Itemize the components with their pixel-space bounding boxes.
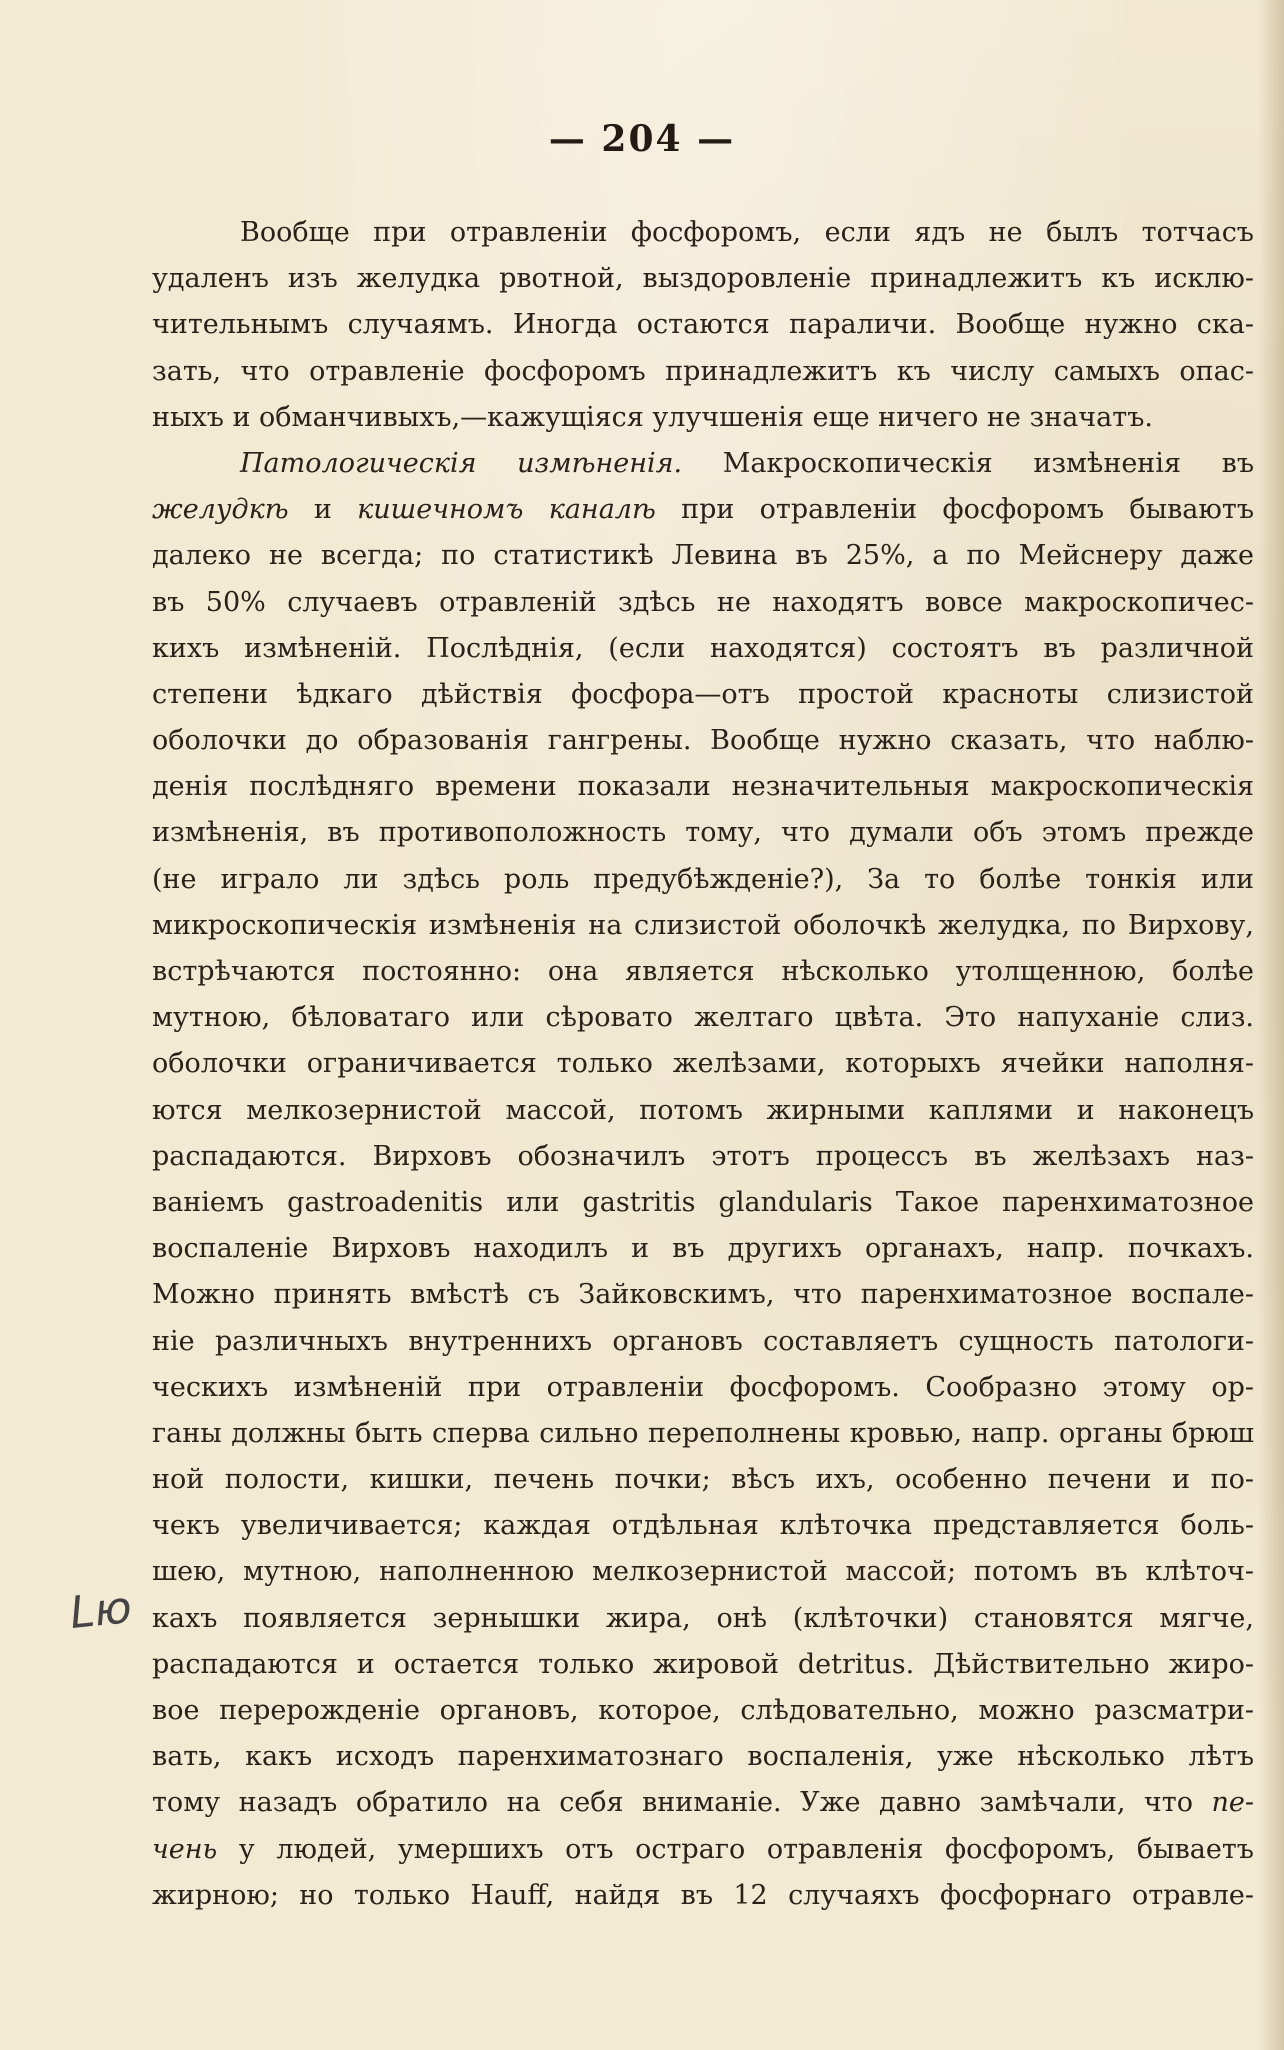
text-run: ніе различныхъ внутреннихъ органовъ составляетъ сущность патологи- (152, 1325, 1254, 1357)
italic-text: Патологическія измѣненія. (240, 447, 683, 479)
text-run: измѣненія, въ противоположность тому, что думали объ этомъ прежде (152, 817, 1254, 849)
text-line (152, 1642, 1254, 1688)
text-run: ваніемъ gastroadenitis или gastritis glandularis Такое паренхиматозное (152, 1186, 1254, 1218)
text-run: у людей, умершихъ отъ остраго отравленія фосфоромъ, бываетъ (217, 1833, 1254, 1865)
text-run: удаленъ изъ желудка рвотной, выздоровленіе принадлежитъ къ исклю- (152, 263, 1254, 295)
italic-text: пе- (1211, 1787, 1254, 1819)
text-line (152, 718, 1254, 764)
text-run: воспаленіе Вирховъ находилъ и въ другихъ органахъ, напр. почкахъ. (152, 1233, 1254, 1265)
text-line (152, 1596, 1254, 1642)
text-line (152, 1780, 1254, 1826)
text-run: Можно принять вмѣстѣ съ Зайковскимъ, что паренхиматозное воспале- (152, 1279, 1254, 1311)
text-line (152, 810, 1254, 856)
text-run: кахъ появляется зернышки жира, онѣ (клѣточки) становятся мягче, (152, 1602, 1254, 1634)
text-run: (не играло ли здѣсь роль предубѣжденіе?), За то болѣе тонкія или (152, 863, 1254, 895)
text-line (152, 1734, 1254, 1780)
text-run: кихъ измѣненій. Послѣднія, (если находятся) состоятъ въ различной (152, 632, 1254, 664)
text-run: въ 50% случаевъ отравленій здѣсь не находятъ вовсе макроскопичес- (152, 586, 1254, 618)
text-run: и (288, 494, 358, 526)
text-line (152, 487, 1254, 533)
text-run: ются мелкозернистой массой, потомъ жирными каплями и наконецъ (152, 1094, 1254, 1126)
text-line (152, 949, 1254, 995)
text-run: Макроскопическія измѣненія въ (682, 447, 1254, 479)
text-line (152, 395, 1254, 441)
text-line (152, 764, 1254, 810)
page-number: — 204 — (548, 118, 736, 160)
text-run: чительнымъ случаямъ. Иногда остаются параличи. Вообще нужно ска- (152, 309, 1254, 341)
text-run: ганы должны быть сперва сильно переполнены кровью, напр. органы брюш (152, 1417, 1254, 1449)
text-line (152, 672, 1254, 718)
italic-text: кишечномъ каналѣ (357, 494, 656, 526)
text-line (152, 580, 1254, 626)
text-line (152, 1226, 1254, 1272)
text-run: оболочки ограничивается только желѣзами, которыхъ ячейки наполня- (152, 1048, 1254, 1080)
text-run: денія послѣдняго времени показали незначительныя макроскопическія (152, 771, 1254, 803)
body-text (152, 210, 1254, 1919)
text-run: чекъ увеличивается; каждая отдѣльная клѣточка представляется боль- (152, 1510, 1254, 1542)
text-run: степени ѣдкаго дѣйствія фосфора—отъ простой красноты слизистой (152, 678, 1254, 710)
text-line (152, 1457, 1254, 1503)
text-line (152, 1180, 1254, 1226)
text-line (152, 256, 1254, 302)
text-line (152, 349, 1254, 395)
text-line (152, 1088, 1254, 1134)
text-line (152, 1873, 1254, 1919)
text-run: распадаются и остается только жировой detritus. Дѣйствительно жиро- (152, 1648, 1254, 1680)
text-run: ческихъ измѣненій при отравленіи фосфоромъ. Сообразно этому ор- (152, 1371, 1254, 1403)
text-line (152, 1319, 1254, 1365)
italic-text: желудкѣ (152, 494, 289, 526)
text-run: далеко не всегда; по статистикѣ Левина въ 25%, а по Мейснеру даже (152, 540, 1254, 572)
text-run: распадаются. Вирховъ обозначилъ этотъ процессъ въ желѣзахъ наз- (152, 1140, 1254, 1172)
text-run: при отравленіи фосфоромъ бываютъ (655, 494, 1254, 526)
text-line (152, 441, 1254, 487)
text-line (152, 1134, 1254, 1180)
text-run: мутною, бѣловатаго или сѣровато желтаго цвѣта. Это напуханіе слиз. (152, 1002, 1254, 1034)
text-line (152, 1041, 1254, 1087)
text-run: вое перерожденіе органовъ, которое, слѣдовательно, можно разсматри- (152, 1695, 1254, 1726)
text-run: ныхъ и обманчивыхъ,—кажущіяся улучшенія еще ничего не значатъ. (152, 401, 1153, 433)
text-line (152, 1688, 1254, 1734)
text-run: жирною; но только Hauff, найдя въ 12 случаяхъ фосфорнаго отравле- (152, 1879, 1254, 1911)
handwritten-margin-note: Lю (67, 1581, 135, 1640)
text-run: тому назадъ обратило на себя вниманіе. Уже давно замѣчали, что (152, 1787, 1212, 1819)
text-run: ной полости, кишки, печень почки; вѣсъ ихъ, особенно печени и по- (152, 1464, 1254, 1496)
text-run: встрѣчаются постоянно: она является нѣсколько утолщенною, болѣе (152, 956, 1254, 987)
text-run: Вообще при отравленіи фосфоромъ, если ядъ не былъ тотчасъ (240, 217, 1254, 248)
text-run: вать, какъ исходъ паренхиматознаго воспаленія, уже нѣсколько лѣтъ (152, 1741, 1254, 1773)
text-line (152, 1827, 1254, 1873)
text-run: зать, что отравленіе фосфоромъ принадлежитъ къ числу самыхъ опас- (152, 355, 1254, 387)
text-line (152, 302, 1254, 348)
italic-text: чень (152, 1833, 218, 1865)
text-line (152, 626, 1254, 672)
text-line (152, 533, 1254, 579)
page-edge-shadow (1258, 0, 1284, 2050)
text-line (152, 995, 1254, 1041)
text-line (152, 1503, 1254, 1549)
text-line (152, 210, 1254, 256)
text-run: микроскопическія измѣненія на слизистой оболочкѣ желудка, по Вирхову, (152, 909, 1254, 941)
text-line (152, 1365, 1254, 1411)
text-line (152, 1549, 1254, 1595)
text-line (152, 903, 1254, 949)
text-run: шею, мутною, наполненною мелкозернистой массой; потомъ въ клѣточ- (152, 1556, 1254, 1588)
text-line (152, 857, 1254, 903)
text-run: оболочки до образованія гангрены. Вообще нужно сказать, что наблю- (152, 725, 1254, 757)
text-line (152, 1272, 1254, 1318)
text-line (152, 1411, 1254, 1457)
